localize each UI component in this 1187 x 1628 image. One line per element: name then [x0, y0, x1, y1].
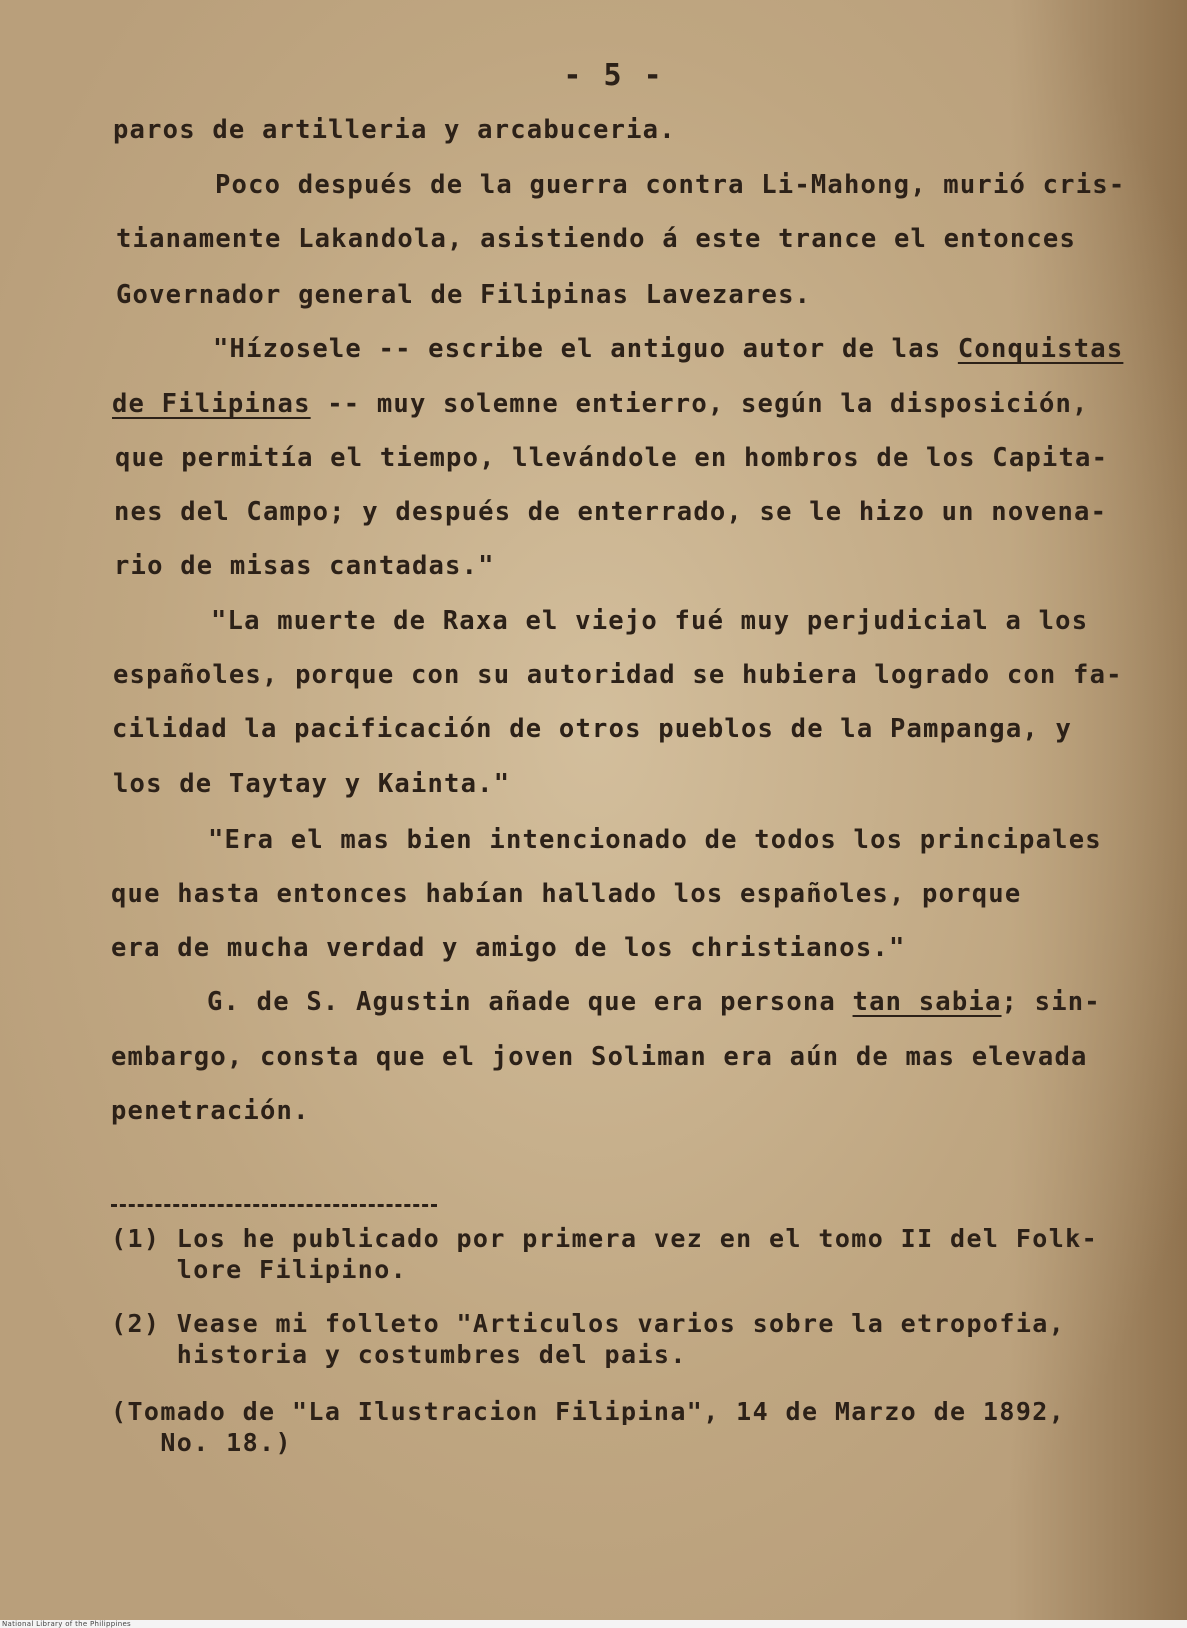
text-line: cilidad la pacificación de otros pueblos de la Pampanga, y — [112, 714, 1073, 744]
text-segment: G. de S. Agustin añade que era persona — [207, 987, 853, 1017]
footnote-line: historia y costumbres del pais. — [111, 1340, 687, 1369]
footnote-separator — [111, 1204, 437, 1207]
footnote-line: (1) Los he publicado por primera vez en el tomo II del Folk- — [111, 1224, 1099, 1253]
text-line: tianamente Lakandola, asistiendo á este trance el entonces — [116, 224, 1077, 254]
text-line — [213, 334, 1123, 364]
text-line — [207, 987, 1101, 1017]
text-line: nes del Campo; y después de enterrado, se le hizo un novena- — [114, 497, 1108, 527]
library-credit: National Library of the Philippines — [2, 1620, 131, 1628]
text-line: embargo, consta que el joven Soliman era aún de mas elevada — [111, 1042, 1088, 1072]
text-segment: ; sin- — [1001, 987, 1101, 1017]
text-line: "Era el mas bien intencionado de todos los principales — [208, 825, 1102, 855]
text-line: Governador general de Filipinas Lavezares. — [116, 280, 812, 310]
text-line: penetración. — [111, 1096, 310, 1126]
underlined-title: Conquistas — [957, 334, 1124, 364]
text-line: Poco después de la guerra contra Li-Mahong, murió cris- — [215, 170, 1126, 200]
text-line: españoles, porque con su autoridad se hubiera logrado con fa- — [113, 660, 1123, 690]
text-line: los de Taytay y Kainta." — [113, 769, 511, 799]
text-line — [112, 389, 1089, 419]
footnote-line: (2) Vease mi folleto "Articulos varios sobre la etropofia, — [111, 1309, 1066, 1338]
text-segment: "Hízosele -- escribe el antiguo autor de las — [213, 334, 958, 364]
text-line: era de mucha verdad y amigo de los christianos." — [111, 933, 906, 963]
text-line: que hasta entonces habían hallado los españoles, porque — [111, 879, 1022, 909]
page-number: - 5 - — [563, 58, 664, 93]
credit-band — [0, 1620, 1187, 1628]
footnote-line: lore Filipino. — [111, 1255, 408, 1284]
footnote-line: No. 18.) — [111, 1428, 292, 1457]
footnote-line: (Tomado de "La Ilustracion Filipina", 14 de Marzo de 1892, — [111, 1397, 1066, 1426]
text-line: rio de misas cantadas." — [114, 551, 495, 581]
underlined-phrase: tan sabia — [852, 987, 1002, 1017]
text-line: paros de artilleria y arcabuceria. — [113, 115, 676, 145]
underlined-title: de Filipinas — [112, 389, 311, 419]
text-segment: -- muy solemne entierro, según la disposición, — [310, 389, 1089, 419]
text-line: "La muerte de Raxa el viejo fué muy perjudicial a los — [211, 606, 1089, 636]
text-line: que permitía el tiempo, llevándole en hombros de los Capita- — [115, 443, 1109, 473]
